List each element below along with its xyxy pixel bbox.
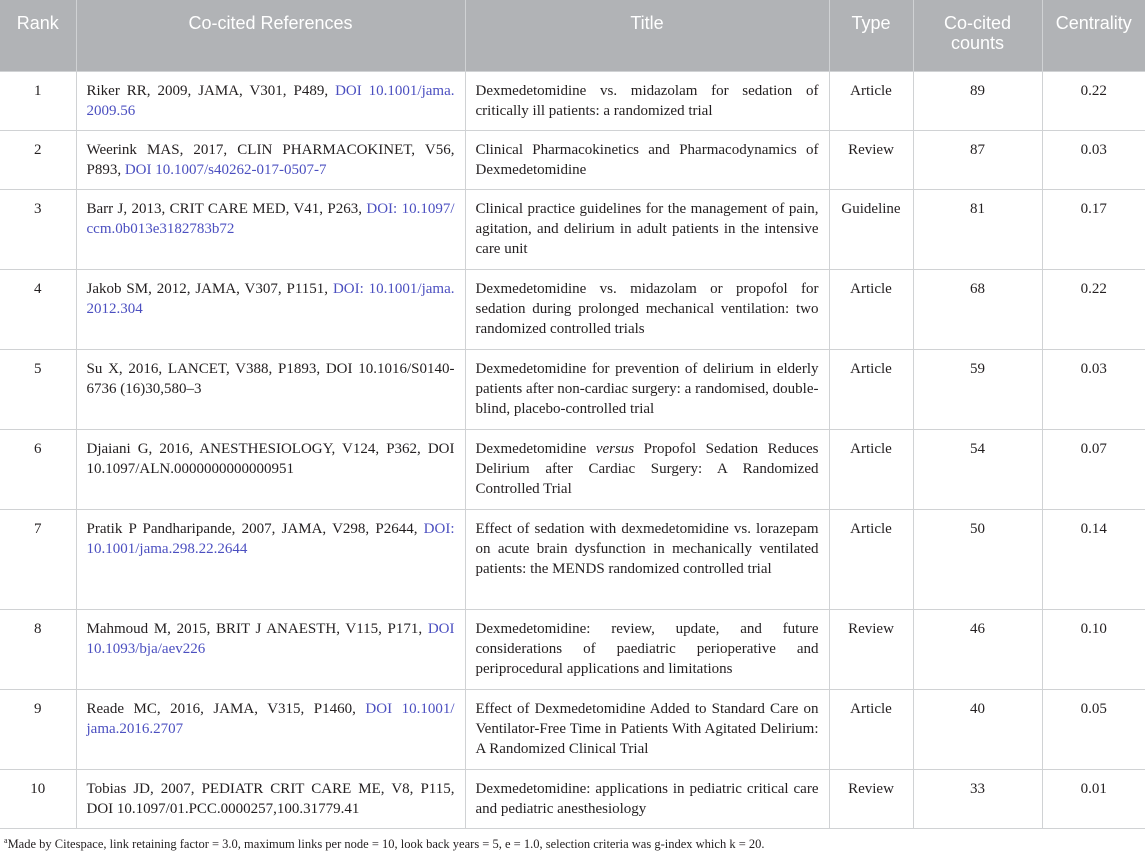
cell-cocited-count: 50	[913, 509, 1042, 609]
cell-type: Guideline	[829, 189, 913, 269]
reference-text: Pratik P Pandharipande, 2007, JAMA, V298, P2644,	[86, 520, 424, 537]
cell-type: Article	[829, 71, 913, 130]
table-header-row	[0, 0, 1145, 71]
table-footnote	[4, 836, 1139, 852]
table-row	[0, 349, 1145, 429]
table-row	[0, 189, 1145, 269]
cell-cocited-count: 68	[913, 269, 1042, 349]
reference-text: Djaiani G, 2016, ANESTHESIOLOGY, V124, P362, DOI 10.1097/ALN.0000000000000951	[86, 440, 455, 477]
cell-type: Review	[829, 769, 913, 828]
title-text-post: Propofol Sedation Reduces Delirium after Cardiac Surgery: A Randomized Controlled Trial	[475, 440, 819, 497]
cell-reference	[76, 71, 465, 130]
cell-rank: 10	[0, 769, 76, 828]
table-row	[0, 609, 1145, 689]
cell-cocited-count: 33	[913, 769, 1042, 828]
title-text-pre: Dexmedetomidine	[475, 440, 596, 457]
cell-reference	[76, 269, 465, 349]
cell-title: Dexmedetomidine for prevention of delirium in elderly patients after non-cardiac surgery: a randomised, double-blind, placebo-controlled trial	[465, 349, 829, 429]
table-row	[0, 769, 1145, 828]
header-cocited-counts: Co-cited counts	[913, 0, 1042, 71]
cell-type: Article	[829, 269, 913, 349]
reference-text: Barr J, 2013, CRIT CARE MED, V41, P263,	[86, 200, 367, 217]
cell-cocited-count: 87	[913, 130, 1042, 189]
cell-type: Review	[829, 130, 913, 189]
title-text-emphasis: versus	[595, 440, 635, 457]
cell-cocited-count: 46	[913, 609, 1042, 689]
cell-type: Article	[829, 509, 913, 609]
cell-rank: 4	[0, 269, 76, 349]
cell-title: Dexmedetomidine vs. midazolam or propofol for sedation during prolonged mechanical ventilation: two randomized controlled trials	[465, 269, 829, 349]
table-row	[0, 689, 1145, 769]
footnote-text: Made by Citespace, link retaining factor = 3.0, maximum links per node = 10, look back years = 5, e = 1.0, selection criteria was g-index which k = 20.	[7, 837, 765, 851]
cell-centrality: 0.03	[1042, 349, 1145, 429]
table-row	[0, 509, 1145, 609]
doi-link[interactable]: DOI 10.1001/jama. 2009.56	[86, 82, 455, 119]
cell-rank: 2	[0, 130, 76, 189]
cell-title	[465, 429, 829, 509]
cell-rank: 8	[0, 609, 76, 689]
cell-centrality: 0.10	[1042, 609, 1145, 689]
table-row	[0, 429, 1145, 509]
cell-type: Article	[829, 429, 913, 509]
cell-centrality: 0.14	[1042, 509, 1145, 609]
cell-reference	[76, 349, 465, 429]
footnote-marker: a	[4, 835, 8, 845]
header-type: Type	[829, 0, 913, 71]
cell-centrality: 0.05	[1042, 689, 1145, 769]
cell-title: Effect of sedation with dexmedetomidine vs. lorazepam on acute brain dysfunction in mechanically ventilated patients: the MENDS randomized controlled trial	[465, 509, 829, 609]
doi-link[interactable]: DOI 10.1007/s40262-017-0507-7	[124, 161, 327, 178]
cell-cocited-count: 89	[913, 71, 1042, 130]
cell-title: Dexmedetomidine vs. midazolam for sedation of critically ill patients: a randomized trial	[465, 71, 829, 130]
doi-link[interactable]: DOI: 10.1001/jama.298.22.2644	[86, 520, 455, 557]
reference-text: Mahmoud M, 2015, BRIT J ANAESTH, V115, P171,	[86, 620, 428, 637]
cell-reference	[76, 130, 465, 189]
reference-text: Tobias JD, 2007, PEDIATR CRIT CARE ME, V8, P115, DOI 10.1097/01.PCC.0000257,100.31779.41	[86, 780, 455, 817]
cell-centrality: 0.22	[1042, 71, 1145, 130]
doi-link[interactable]: DOI 10.1001/ jama.2016.2707	[86, 700, 455, 737]
cell-type: Article	[829, 689, 913, 769]
cell-rank: 6	[0, 429, 76, 509]
cell-type: Review	[829, 609, 913, 689]
cell-cocited-count: 81	[913, 189, 1042, 269]
cell-rank: 3	[0, 189, 76, 269]
reference-text: Riker RR, 2009, JAMA, V301, P489,	[86, 82, 336, 99]
doi-link[interactable]: DOI: 10.1097/ ccm.0b013e3182783b72	[86, 200, 455, 237]
cell-rank: 5	[0, 349, 76, 429]
cell-centrality: 0.03	[1042, 130, 1145, 189]
cell-title: Dexmedetomidine: applications in pediatric critical care and pediatric anesthesiology	[465, 769, 829, 828]
cell-reference	[76, 189, 465, 269]
cell-title: Clinical practice guidelines for the management of pain, agitation, and delirium in adult patients in the intensive care unit	[465, 189, 829, 269]
cell-cocited-count: 54	[913, 429, 1042, 509]
header-title: Title	[465, 0, 829, 71]
table-row	[0, 130, 1145, 189]
cell-cocited-count: 40	[913, 689, 1042, 769]
reference-text: Su X, 2016, LANCET, V388, P1893, DOI 10.1016/S0140-6736 (16)30,580–3	[86, 360, 455, 397]
table-row	[0, 269, 1145, 349]
cell-reference	[76, 429, 465, 509]
header-centrality: Centrality	[1042, 0, 1145, 71]
cell-title: Clinical Pharmacokinetics and Pharmacodynamics of Dexmedetomidine	[465, 130, 829, 189]
cell-reference	[76, 609, 465, 689]
reference-text: Reade MC, 2016, JAMA, V315, P1460,	[86, 700, 366, 717]
cell-type: Article	[829, 349, 913, 429]
cell-cocited-count: 59	[913, 349, 1042, 429]
cell-rank: 9	[0, 689, 76, 769]
cell-centrality: 0.22	[1042, 269, 1145, 349]
cell-centrality: 0.07	[1042, 429, 1145, 509]
doi-link[interactable]: DOI: 10.1001/jama. 2012.304	[86, 280, 455, 317]
reference-text: Weerink MAS, 2017, CLIN PHARMACOKINET, V56, P893,	[86, 141, 455, 178]
cell-rank: 7	[0, 509, 76, 609]
cell-title: Effect of Dexmedetomidine Added to Standard Care on Ventilator-Free Time in Patients With Agitated Delirium: A Randomized Clinical Trial	[465, 689, 829, 769]
header-rank: Rank	[0, 0, 76, 71]
cell-rank: 1	[0, 71, 76, 130]
cell-reference	[76, 689, 465, 769]
doi-link[interactable]: DOI 10.1093/bja/aev226	[86, 620, 455, 657]
cell-title: Dexmedetomidine: review, update, and future considerations of paediatric perioperative and periprocedural applications and limitations	[465, 609, 829, 689]
cell-centrality: 0.01	[1042, 769, 1145, 828]
table-row	[0, 71, 1145, 130]
reference-text: Jakob SM, 2012, JAMA, V307, P1151,	[86, 280, 333, 297]
cell-reference	[76, 509, 465, 609]
cell-reference	[76, 769, 465, 828]
header-cocited-references: Co-cited References	[76, 0, 465, 71]
cell-centrality: 0.17	[1042, 189, 1145, 269]
